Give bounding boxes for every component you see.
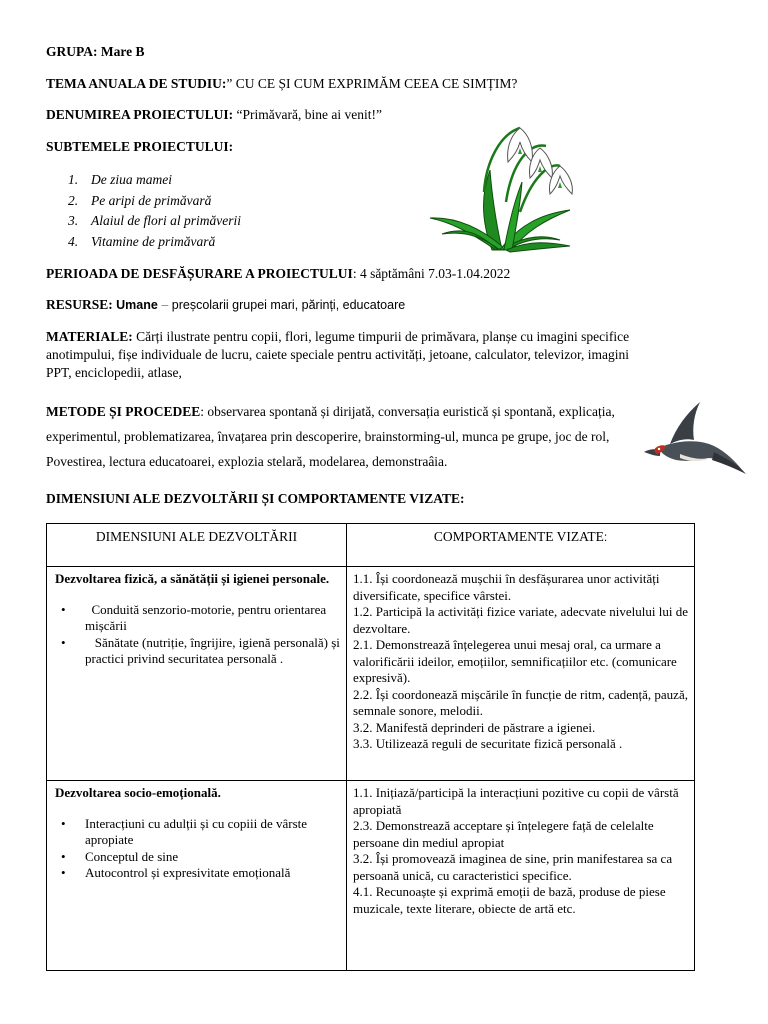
denumire-value: “Primăvară, bine ai venit!” — [236, 107, 382, 122]
metode-paragraph — [46, 399, 706, 474]
dimension-title: Dezvoltarea socio-emoțională. — [55, 785, 221, 800]
dimension-items — [55, 816, 340, 882]
denumire-label: DENUMIREA PROIECTULUI: — [46, 107, 234, 122]
table-row — [47, 781, 695, 971]
tema-value: ” CU CE ȘI CUM EXPRIMĂM CEEA CE SIMȚIM? — [226, 76, 518, 91]
materiale-label: MATERIALE: — [46, 329, 133, 344]
subteme-label: SUBTEMELE PROIECTULUI: — [46, 139, 234, 154]
resurse-line — [46, 297, 405, 313]
dimensiuni-title: DIMENSIUNI ALE DEZVOLTĂRII ȘI COMPORTAMENTE VIZATE: — [46, 491, 465, 506]
dimension-cell — [47, 781, 347, 971]
materiale-line3: PPT, enciclopedii, atlase, — [46, 365, 182, 380]
snowdrop-flower-illustration — [420, 122, 590, 254]
perioada-label: PERIOADA DE DESFĂȘURARE A PROIECTULUI — [46, 266, 353, 281]
grupa-label: GRUPA: — [46, 44, 98, 59]
grupa-line — [46, 44, 145, 60]
behavior-item: 4.1. Recunoaște și exprimă emoții de bază, produse de piese muzicale, texte literare, obiecte de artă etc. — [353, 884, 666, 916]
behavior-item: 1.2. Participă la activități fizice variate, adecvate nivelului lui de dezvoltare. — [353, 604, 688, 636]
behaviors-cell — [347, 567, 695, 781]
table-header-row — [47, 524, 695, 567]
list-item: 1. De ziua mamei — [68, 172, 172, 187]
behavior-item: 3.2. Manifestă deprinderi de păstrare a igienei. — [353, 719, 596, 735]
table-row — [47, 567, 695, 781]
behavior-item: 2.3. Demonstrează acceptare și înțelegere față de celelalte persoane din mediul apropiat — [353, 818, 654, 850]
list-item: • Interacțiuni cu adulții și cu copiii de vârste apropiate — [77, 816, 340, 849]
dimensions-table — [46, 523, 695, 971]
materiale-paragraph — [46, 328, 706, 382]
list-item: 2. Pe aripi de primăvară — [68, 192, 212, 208]
list-item: • Conceptul de sine — [77, 849, 340, 866]
metode-label: METODE ȘI PROCEDEE — [46, 404, 201, 419]
list-item: • Autocontrol și expresivitate emoțională — [77, 865, 340, 882]
resurse-label: RESURSE: — [46, 297, 113, 312]
tema-label: TEMA ANUALA DE STUDIU: — [46, 76, 227, 91]
behaviors-cell — [347, 781, 695, 971]
resurse-value: preșcolarii grupei mari, părinți, educatoare — [171, 298, 406, 312]
materiale-line2: anotimpului, fișe individuale de lucru, caiete speciale pentru activități, jetoane, calculator, televizor, imagini — [46, 347, 629, 362]
metode-line1: : observarea spontană și dirijată, conversația euristică și spontană, explicația, — [200, 404, 615, 419]
list-item: 4. Vitamine de primăvară — [68, 233, 216, 249]
tema-line — [46, 76, 517, 92]
behavior-item: 3.3. Utilizează reguli de securitate fizică personală . — [353, 736, 623, 751]
materiale-line1: Cărți ilustrate pentru copii, flori, legume timpurii de primăvara, planșe cu imagini specifice — [136, 329, 630, 344]
subteme-list — [68, 170, 241, 252]
dimension-cell — [47, 567, 347, 781]
dimension-title: Dezvoltarea fizică, a sănătății și igienei personale. — [55, 571, 330, 586]
resurse-umane-label: Umane — [116, 298, 158, 312]
behavior-item: 2.2. Își coordonează mișcările în funcție de ritm, cadență, pauză, semnale sonore, melodii. — [353, 686, 688, 718]
metode-line2: experimentul, problematizarea, învațarea prin descoperire, brainstorming-ul, munca pe grupe, joc de rol, — [46, 429, 610, 444]
behavior-item: 3.2. Își promovează imaginea de sine, prin manifestarea sa ca persoană unică, cu caracteristici specifice. — [353, 851, 673, 883]
table-header-dimensions: DIMENSIUNI ALE DEZVOLTĂRII — [47, 524, 347, 567]
grupa-value: Mare B — [100, 44, 145, 59]
list-item: • Conduită senzorio-motorie, pentru orientarea mișcării — [77, 602, 340, 635]
behavior-item: 1.1. Inițiază/participă la interacțiuni pozitive cu copii de vârstă apropiată — [353, 785, 679, 817]
perioada-line — [46, 266, 510, 282]
behavior-item: 2.1. Demonstrează înțelegerea unui mesaj oral, ca urmare a valorificării ideilor, emoțiilor, semnificațiilor etc. (comunicare expresivă). — [353, 637, 677, 685]
list-item: 3. Alaiul de flori al primăverii — [68, 213, 241, 228]
perioada-value: : 4 săptămâni 7.03-1.04.2022 — [352, 266, 511, 281]
dimension-items — [55, 601, 344, 668]
swallow-bird-illustration — [640, 400, 748, 478]
resurse-dash: – — [157, 298, 172, 312]
denumire-line — [46, 107, 382, 123]
behavior-item: 1.1. Își coordonează mușchii în desfășurarea unor activități diversificate, specifice vârstei. — [353, 571, 660, 603]
list-item: • Sănătate (nutriție, îngrijire, igienă personală) și practici privind securitatea personală . — [77, 635, 340, 668]
table-header-behaviors: COMPORTAMENTE VIZATE: — [347, 524, 695, 567]
metode-line3: Povestirea, lectura educatoarei, explozia stelară, modelarea, demonstraâia. — [46, 454, 448, 469]
